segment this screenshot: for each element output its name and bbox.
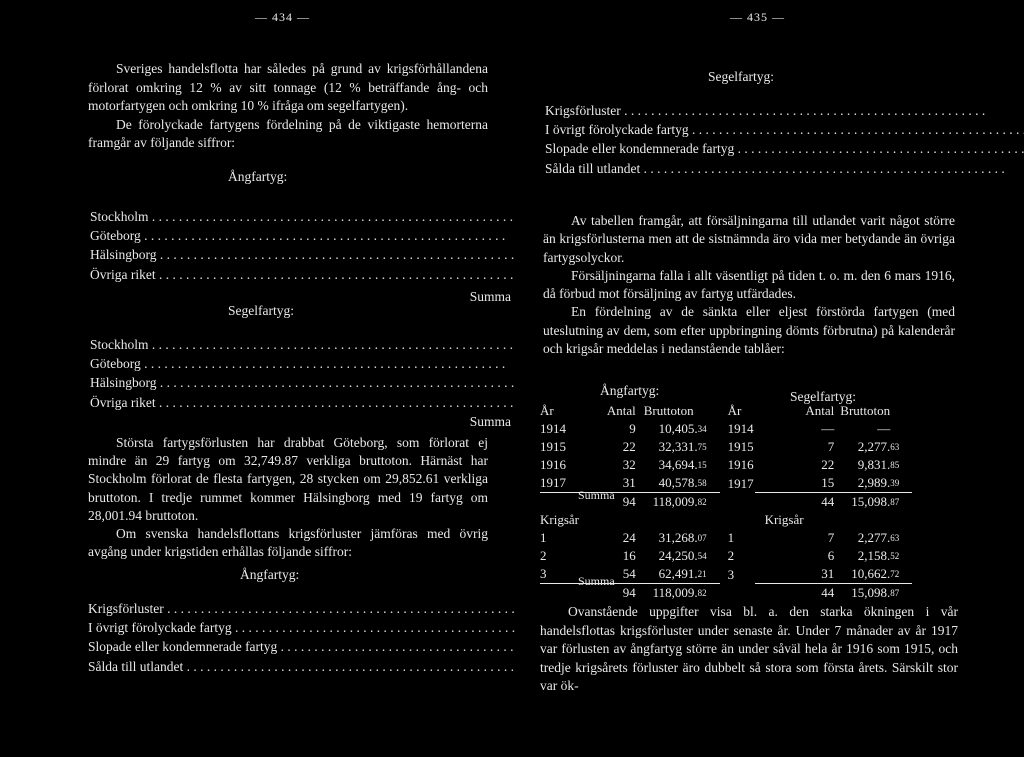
table-row: I övrigt förolyckade fartyg . . . (545, 120, 1024, 139)
steam-table (90, 188, 515, 306)
sum-row (545, 178, 1024, 204)
sum-label: Summa (578, 488, 615, 502)
analysis-text (543, 212, 955, 358)
table-row: Hälsingborg . . . (90, 245, 515, 264)
table-row: 1 24 31,268. 07 1 7 2,277. 63 (540, 530, 900, 545)
table-row: Sålda till utlandet . . . (545, 158, 1024, 178)
paragraph: De förolyckade fartygens fördelning på de viktigaste hemorterna framgår av följande siffror: (88, 116, 488, 150)
table-row: Övriga riket . . . (90, 392, 515, 412)
krigsar-label: Krigsår (764, 512, 804, 527)
table-row: Krigsförluster . . . (88, 599, 515, 618)
closing-text (540, 603, 958, 696)
krigsar-label: Krigsår (540, 512, 579, 527)
sail-label: Segelfartyg: (228, 303, 294, 318)
page-number: — 434 — (255, 10, 310, 24)
steam2-label: Ångfartyg: (240, 567, 300, 582)
table-row: 1914 9 10,405. 34 1914 — — (540, 421, 891, 436)
y-steam-label: Ångfartyg: (600, 383, 660, 398)
paragraph: Försäljningarna falla i allt väsentligt på tiden t. o. m. den 6 mars 1916, då förbud mot försäljning av fartyg utfärdades. (543, 267, 955, 302)
col-header: Bruttoton (643, 403, 694, 418)
sail-table (90, 316, 515, 431)
sum-row: 94 118,009. 82 44 15,098. 87 (540, 493, 950, 512)
paragraph: En fördelning av de sänkta eller eljest förstörda fartygen (med uteslutning av dem, som efter uppbringning dömts förbrutna) på kalenderår och krigsår meddelas i nedanstående tablåer: (543, 304, 955, 357)
intro-text (88, 60, 488, 153)
sail-label: Segelfartyg: (708, 69, 774, 84)
table-row: I övrigt förolyckade fartyg . . . (88, 618, 515, 637)
sum-label: Summa (578, 574, 615, 588)
sum-row: 94 118,009. 82 44 15,098. 87 (540, 584, 950, 603)
y-sail-label: Segelfartyg: (790, 389, 856, 404)
table-row: Slopade eller kondemnerade fartyg . . . (88, 637, 515, 656)
table-row: Sålda till utlandet . . . (88, 656, 515, 676)
col-header: År (727, 403, 742, 418)
sum-row (88, 676, 515, 696)
paragraph: Ovanstående uppgifter visa bl. a. den starka ökningen i vår handelsflottas krigsförluster under senaste år. Under 7 månader av år 1917 var förlusten av ångfartyg större än under såväl hela år 1916 som 1915, och tredje krigsårets förluster äro dubbelt så stora som första årets. Särskilt stor var ök- (540, 604, 958, 693)
col-header: År (540, 403, 554, 418)
table-row: Stockholm . . . (90, 207, 515, 226)
col-header: Antal (805, 403, 835, 418)
col-header: Antal (606, 403, 636, 418)
table-row: 1917 31 40,578. 58 1917 15 2,989. 39 (540, 475, 900, 491)
middle-text (88, 434, 488, 561)
disposal-sail-table (545, 82, 1024, 203)
table-row: Stockholm . . . (90, 335, 515, 354)
table-row: Krigsförluster . . . (545, 101, 1024, 120)
table-row: Göteborg . . . (90, 226, 515, 245)
table-row: Hälsingborg . . . (90, 373, 515, 392)
right-page (515, 0, 1024, 757)
table-row: 1916 32 34,694. 15 1916 22 9,831. 85 (540, 457, 900, 472)
table-row: Göteborg . . . (90, 354, 515, 373)
paragraph: Sveriges handelsflotta har således på grund av krigsförhållandena förlorat omkring 12 % av sitt tonnage (12 % beträffande ång- och motorfartygen och omkring 10 % ifråga om segelfartygen). (88, 61, 488, 113)
col-header: Bruttoton (840, 403, 891, 418)
table-row: Övriga riket . . . (90, 264, 515, 284)
paragraph: Största fartygsförlusten har drabbat Göteborg, som förlorat ej mindre än 29 fartyg om 32,749.87 verkliga bruttoton. Härnäst har Stockholm förlorat de flesta fartygen, 28 stycken om 29,852.61 verkliga bruttoton. I tredje rummet kommer Hälsingborg med 19 fartyg om 28,001.94 bruttoton. (88, 435, 488, 523)
table-row: 3 54 62,491. 21 3 31 10,662. 72 (540, 566, 900, 582)
table-row: 2 16 24,250. 54 2 6 2,158. 52 (540, 548, 900, 563)
table-row: Slopade eller kondemnerade fartyg . . . (545, 139, 1024, 158)
steam-label: Ångfartyg: (228, 169, 288, 184)
page-number: — 435 — (730, 10, 785, 24)
table-row: 1915 22 32,331. 75 1915 7 2,277. 63 (540, 439, 900, 454)
sum-row: Summa (90, 284, 515, 306)
paragraph: Om svenska handelsflottans krigsförluster jämföras med övrig avgång under krigstiden erhållas följande siffror: (88, 526, 488, 560)
sum-row: Summa (90, 412, 515, 432)
paragraph: Av tabellen framgår, att försäljningarna till utlandet varit något större än krigsförlusterna men att de sistnämnda äro vida mer betydande än övriga fartygsolyckor. (543, 213, 955, 265)
disposal-steam-table (88, 580, 515, 695)
